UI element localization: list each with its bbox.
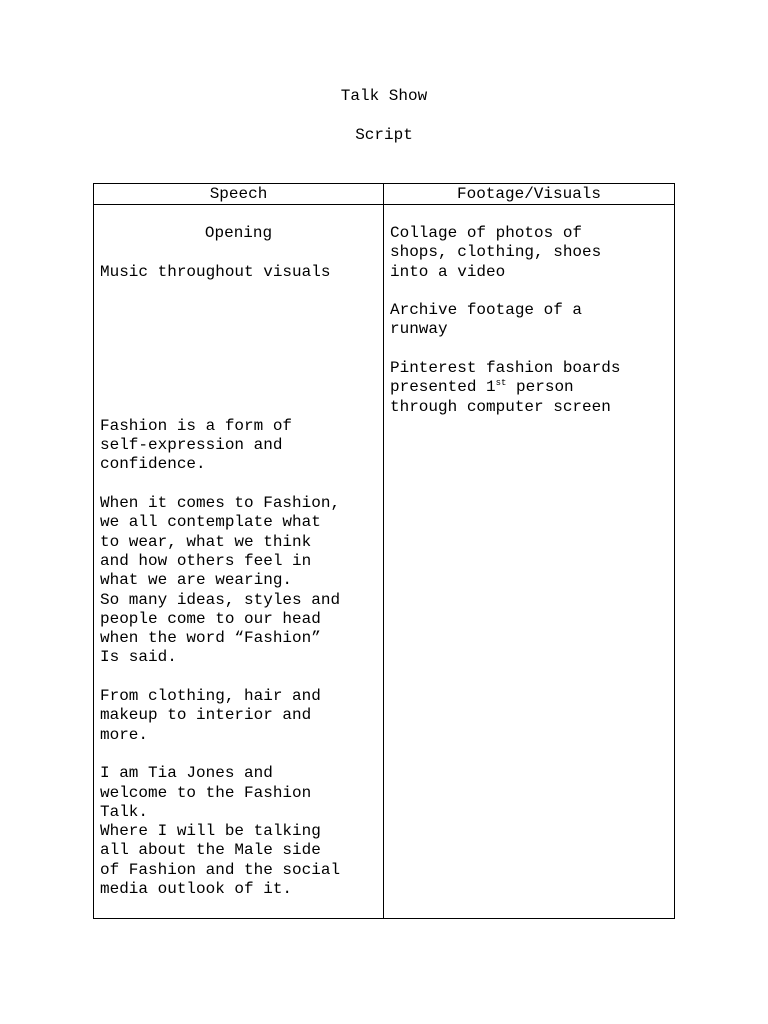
speech-paragraph: So many ideas, styles and people come to our head when the word “Fashion” Is said. bbox=[100, 590, 341, 667]
visuals-cell bbox=[384, 205, 675, 919]
visuals-column-header: Footage/Visuals bbox=[384, 184, 675, 205]
visual-item: Collage of photos of shops, clothing, shoes into a video bbox=[390, 224, 602, 281]
speech-paragraph: I am Tia Jones and welcome to the Fashion Talk. bbox=[100, 764, 312, 821]
visual-item-line: through computer screen bbox=[390, 397, 611, 416]
table-header-row bbox=[94, 184, 675, 205]
speech-paragraph: Where I will be talking all about the Male side of Fashion and the social media outlook of it. bbox=[100, 822, 341, 899]
script-table bbox=[93, 183, 675, 919]
visual-item-line: presented 1 bbox=[390, 378, 496, 397]
opening-heading: Opening bbox=[204, 224, 273, 242]
speech-paragraph: When it comes to Fashion, we all contemplate what to wear, what we think and how others feel in what we are wearing. bbox=[100, 494, 341, 590]
speech-column-header: Speech bbox=[94, 184, 384, 205]
document-title: Talk Show bbox=[340, 87, 428, 105]
speech-paragraph: Fashion is a form of self-expression and confidence. bbox=[100, 416, 293, 474]
visual-item-line: Pinterest fashion boards bbox=[390, 359, 621, 378]
visual-item: Archive footage of a runway bbox=[390, 301, 583, 339]
ordinal-suffix: st bbox=[495, 378, 507, 389]
visual-item-line: person bbox=[506, 378, 574, 397]
speech-cell bbox=[94, 205, 384, 919]
visual-item bbox=[390, 359, 668, 417]
document-subtitle: Script bbox=[355, 126, 413, 144]
table-row bbox=[94, 205, 675, 919]
speech-paragraph: From clothing, hair and makeup to interior and more. bbox=[100, 687, 321, 744]
music-note: Music throughout visuals bbox=[100, 262, 331, 281]
